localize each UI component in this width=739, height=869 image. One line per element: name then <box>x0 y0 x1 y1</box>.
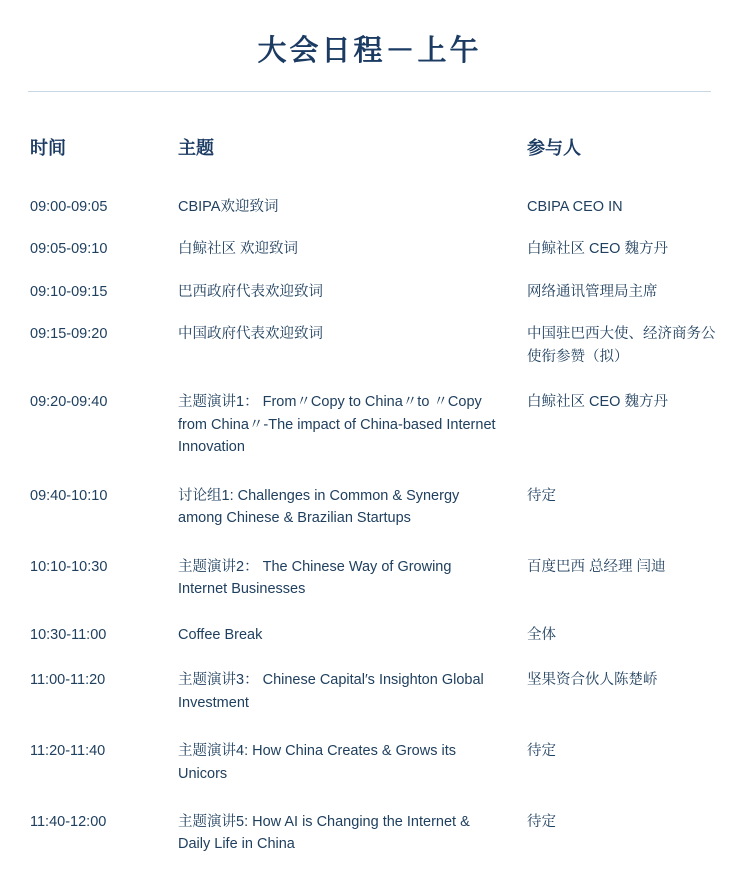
cell-people: 百度巴西 总经理 闫迪 <box>527 558 666 575</box>
table-row <box>0 656 739 727</box>
cell-topic: 主题演讲3： Chinese Capital′s Insighton Global Investment <box>178 672 484 711</box>
cell-people: CBIPA CEO IN <box>527 199 623 215</box>
schedule-table <box>0 116 739 869</box>
cell-people: 网络通讯管理局主席 <box>527 283 658 300</box>
table-row <box>0 313 739 378</box>
cell-time: 11:00-11:20 <box>30 672 106 689</box>
schedule-rows <box>0 186 739 869</box>
cell-people: 待定 <box>527 487 556 504</box>
cell-people: 中国驻巴西大使、经济商务公使衔参赞（拟） <box>527 326 716 365</box>
cell-time: 09:20-09:40 <box>30 394 108 411</box>
table-row <box>0 472 739 543</box>
cell-time: 09:15-09:20 <box>30 326 108 343</box>
cell-time: 09:10-09:15 <box>30 283 108 300</box>
table-row <box>0 543 739 614</box>
cell-topic: 白鲸社区 欢迎致词 <box>178 241 299 258</box>
column-header-topic: 主题 <box>178 138 214 158</box>
cell-topic: 主题演讲1： From〃Copy to China〃to 〃Copy from China〃-The impact of China-based Internet Innovation <box>178 394 496 456</box>
cell-time: 09:05-09:10 <box>30 241 108 258</box>
table-row <box>0 271 739 313</box>
cell-people: 白鲸社区 CEO 魏方丹 <box>527 241 668 258</box>
cell-time: 09:00-09:05 <box>30 199 108 215</box>
cell-time: 10:10-10:30 <box>30 558 108 575</box>
cell-topic: 主题演讲4: How China Creates & Grows its Unicors <box>178 743 456 782</box>
column-header-people: 参与人 <box>527 138 581 158</box>
cell-people: 待定 <box>527 743 556 760</box>
cell-topic: 讨论组1: Challenges in Common & Synergy among Chinese & Brazilian Startups <box>178 487 460 527</box>
header-divider <box>28 91 711 92</box>
cell-topic: Coffee Break <box>178 626 263 643</box>
table-row <box>0 727 739 798</box>
table-row <box>0 798 739 869</box>
cell-topic: 主题演讲5: How AI is Changing the Internet & Daily Life in China <box>178 813 470 853</box>
cell-topic: 中国政府代表欢迎致词 <box>178 326 323 343</box>
cell-time: 09:40-10:10 <box>30 487 108 504</box>
cell-topic: 巴西政府代表欢迎致词 <box>178 283 323 300</box>
table-row <box>0 378 739 471</box>
cell-people: 待定 <box>527 813 556 830</box>
table-row <box>0 228 739 270</box>
cell-people: 全体 <box>527 626 556 643</box>
cell-time: 11:20-11:40 <box>30 743 106 760</box>
cell-people: 白鲸社区 CEO 魏方丹 <box>527 394 668 411</box>
cell-time: 11:40-12:00 <box>30 813 107 830</box>
page-title: 大会日程－上午 <box>257 35 482 67</box>
table-row <box>0 186 739 228</box>
cell-topic: CBIPA欢迎致词 <box>178 199 279 215</box>
table-header-row <box>0 116 739 186</box>
column-header-time: 时间 <box>30 138 66 158</box>
cell-people: 坚果资合伙人陈楚峤 <box>527 672 658 689</box>
cell-topic: 主题演讲2： The Chinese Way of Growing Internet Businesses <box>178 558 452 598</box>
table-row <box>0 614 739 656</box>
cell-time: 10:30-11:00 <box>30 626 107 643</box>
